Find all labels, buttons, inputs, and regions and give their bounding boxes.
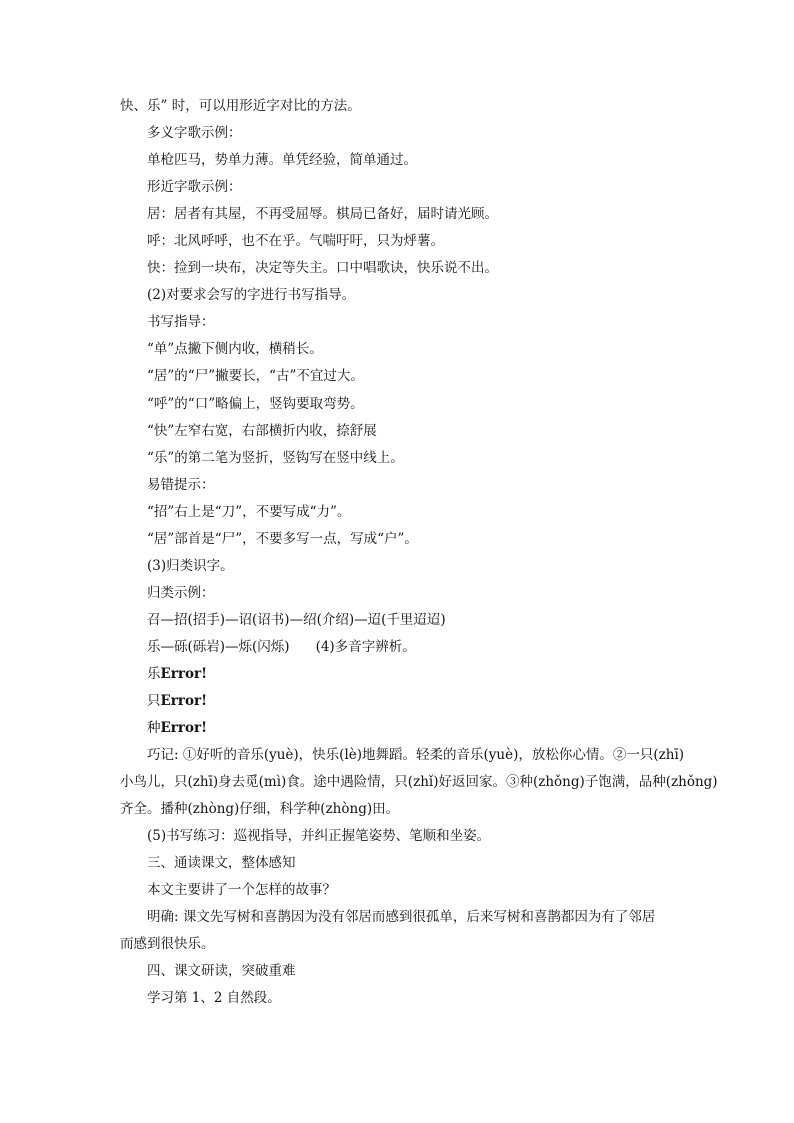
- section-heading: 三、通读课文，整体感知: [147, 855, 296, 871]
- text-line: 小鸟儿，只(zhī)身去觅(mì)食。途中遇险情，只(zhǐ)好返回家。③种(zhǒng)子饱满，品种(zhǒng): [120, 774, 718, 790]
- error-marker: Error!: [160, 720, 208, 736]
- text-line: [147, 637, 707, 657]
- section-heading: 四、课文研读，突破重难: [147, 963, 296, 979]
- text-line: (3)归类识字。: [147, 558, 234, 574]
- text-line: 归类示例：: [147, 585, 215, 601]
- text-line: 明确: 课文先写树和喜鹊因为没有邻居而感到很孤单，后来写树和喜鹊都因为有了邻居: [147, 909, 656, 925]
- text-line: 单枪匹马，势单力薄。单凭经验，简单通过。: [147, 152, 417, 168]
- class-example-text: 乐—砾(砾岩)—烁(闪烁): [147, 639, 290, 655]
- text-line: 种Error!: [147, 720, 208, 736]
- text-line: 快：捡到一块布，决定等失主。口中唱歌诀，快乐说不出。: [147, 260, 498, 276]
- text-line: “招”右上是“刀”，不要写成“力”。: [147, 504, 351, 520]
- text-line: 只Error!: [147, 693, 208, 709]
- text-line: 齐全。播种(zhòng)仔细，科学种(zhòng)田。: [120, 801, 400, 817]
- text-line: “居”部首是“尸”，不要多写一点，写成“户”。: [147, 531, 418, 547]
- text-line: 本文主要讲了一个怎样的故事？: [147, 882, 336, 898]
- text-line: 而感到很快乐。: [120, 936, 215, 952]
- text-line: 召—招(招手)—诏(诏书)—绍(介绍)—迢(千里迢迢): [147, 612, 446, 628]
- section-heading: (4)多音字辨析。: [315, 639, 416, 655]
- text-line: 易错提示：: [147, 477, 215, 493]
- text-line: 呼：北风呼呼，也不在乎。气喘吁吁，只为烀薯。: [147, 233, 444, 249]
- text-line: “快”左窄右宽，右部横折内收，捺舒展: [147, 423, 377, 439]
- text-line: (5)书写练习：巡视指导，并纠正握笔姿势、笔顺和坐姿。: [147, 828, 491, 844]
- text-line: 乐Error!: [147, 666, 208, 682]
- text-line: 书写指导：: [147, 314, 215, 330]
- error-marker: Error!: [160, 666, 208, 682]
- text-line: “乐”的第二笔为竖折，竖钩写在竖中线上。: [147, 450, 404, 466]
- text-line: 学习第 1、2 自然段。: [147, 990, 281, 1006]
- text-line: “单”点撇下侧内收，横稍长。: [147, 341, 323, 357]
- text-line: “呼”的“口”略偏上，竖钩要取弯势。: [147, 396, 364, 412]
- text-line: 快、乐” 时，可以用形近字对比的方法。: [120, 98, 361, 114]
- text-line: 居：居者有其屋，不再受屈辱。棋局已备好，届时请光顾。: [147, 206, 498, 222]
- text-line: “居”的“尸”撇要长，“古”不宜过大。: [147, 368, 364, 384]
- text-line: 多义字歌示例：: [147, 125, 242, 141]
- text-line: 形近字歌示例：: [147, 179, 242, 195]
- text-line: 巧记: ①好听的音乐(yuè)，快乐(lè)地舞蹈。轻柔的音乐(yuè)，放松你心情。②一只(zhī): [147, 747, 685, 763]
- error-marker: Error!: [160, 693, 208, 709]
- text-line: (2)对要求会写的字进行书写指导。: [147, 287, 356, 303]
